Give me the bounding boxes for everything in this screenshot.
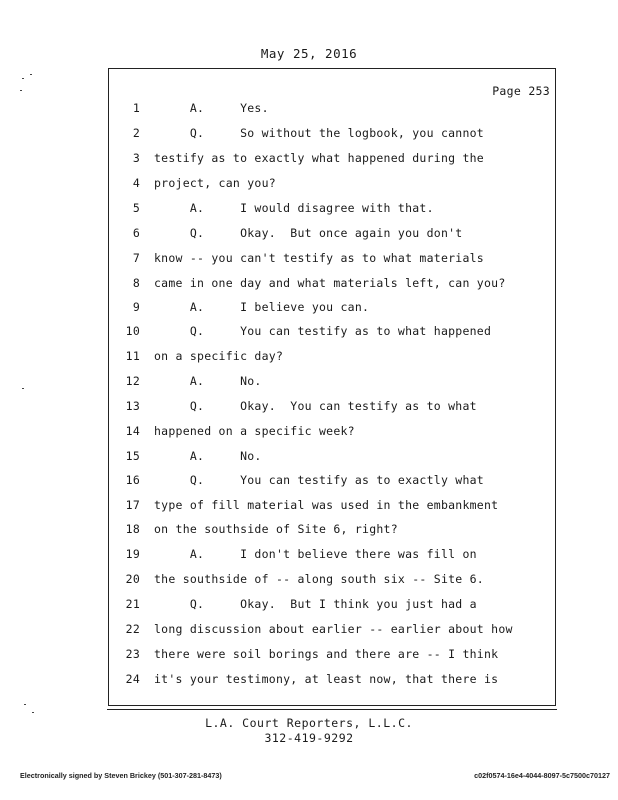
line-text: on a specific day?	[154, 349, 284, 363]
line-text: on the southside of Site 6, right?	[154, 522, 398, 536]
line-text: there were soil borings and there are -- I think	[154, 647, 499, 661]
transcript-line	[108, 622, 556, 642]
document-hash: c02f0574-16e4-4044-8097-5c7500c70127	[474, 771, 610, 780]
transcript-line	[108, 449, 556, 469]
line-text: project, can you?	[154, 176, 276, 190]
line-text: Q. Okay. You can testify as to what	[154, 399, 477, 413]
line-text: happened on a specific week?	[154, 424, 355, 438]
line-text: it's your testimony, at least now, that there is	[154, 672, 499, 686]
transcript-line	[108, 399, 556, 419]
transcript-line	[108, 324, 556, 344]
transcript-line	[108, 672, 556, 692]
transcript-line	[108, 349, 556, 369]
line-text: A. No.	[154, 449, 262, 463]
line-number: 3	[132, 151, 140, 165]
line-text: know -- you can't testify as to what materials	[154, 251, 484, 265]
transcript-line	[108, 498, 556, 518]
line-number: 6	[132, 226, 140, 240]
transcript-line	[108, 300, 556, 320]
transcript-line	[108, 547, 556, 567]
transcript-line	[108, 176, 556, 196]
scan-speck	[30, 74, 32, 75]
line-number: 18	[125, 522, 140, 536]
transcript-line	[108, 522, 556, 542]
line-number: 1	[132, 101, 140, 115]
line-text: A. I don't believe there was fill on	[154, 547, 477, 561]
line-text: A. No.	[154, 374, 262, 388]
line-text: Q. You can testify as to exactly what	[154, 473, 484, 487]
line-number: 5	[132, 201, 140, 215]
transcript-line	[108, 201, 556, 221]
line-number: 20	[125, 572, 140, 586]
scan-speck	[32, 712, 34, 713]
line-text: long discussion about earlier -- earlier about how	[154, 622, 513, 636]
line-number: 10	[125, 324, 140, 338]
footer-reporter: L.A. Court Reporters, L.L.C.	[205, 716, 413, 730]
transcript-line	[108, 572, 556, 592]
page-number: Page 253	[492, 84, 550, 98]
transcript-line	[108, 424, 556, 444]
header-date: May 25, 2016	[260, 46, 358, 61]
scan-speck	[22, 78, 24, 79]
line-text: the southside of -- along south six -- Site 6.	[154, 572, 484, 586]
line-text: A. I believe you can.	[154, 300, 370, 314]
line-number: 14	[125, 424, 140, 438]
line-text: type of fill material was used in the embankment	[154, 498, 499, 512]
transcript-line	[108, 276, 556, 296]
scan-speck	[24, 704, 26, 705]
line-text: A. I would disagree with that.	[154, 201, 434, 215]
line-number: 24	[125, 672, 140, 686]
line-number: 22	[125, 622, 140, 636]
line-text: Q. Okay. But once again you don't	[154, 226, 463, 240]
line-number: 15	[125, 449, 140, 463]
footer-phone: 312-419-9292	[264, 731, 354, 745]
transcript-line	[108, 151, 556, 171]
scan-speck	[22, 388, 24, 389]
line-number: 21	[125, 597, 140, 611]
line-number: 23	[125, 647, 140, 661]
line-text: Q. You can testify as to what happened	[154, 324, 492, 338]
scan-speck	[20, 90, 22, 91]
transcript-line	[108, 597, 556, 617]
line-number: 17	[125, 498, 140, 512]
transcript-line	[108, 226, 556, 246]
line-number: 11	[125, 349, 140, 363]
line-number: 13	[125, 399, 140, 413]
line-number: 4	[132, 176, 140, 190]
line-text: came in one day and what materials left, can you?	[154, 276, 506, 290]
line-text: testify as to exactly what happened during the	[154, 151, 484, 165]
line-text: Q. Okay. But I think you just had a	[154, 597, 477, 611]
line-number: 19	[125, 547, 140, 561]
line-number: 9	[132, 300, 140, 314]
transcript-line	[108, 473, 556, 493]
esignature-text: Electronically signed by Steven Brickey (501-307-281-8473)	[20, 771, 222, 780]
line-text: Q. So without the logbook, you cannot	[154, 126, 484, 140]
transcript-line	[108, 101, 556, 121]
transcript-line	[108, 126, 556, 146]
line-number: 16	[125, 473, 140, 487]
line-number: 8	[132, 276, 140, 290]
line-number: 2	[132, 126, 140, 140]
line-text: A. Yes.	[154, 101, 269, 115]
line-number: 7	[132, 251, 140, 265]
line-number: 12	[125, 374, 140, 388]
transcript-line	[108, 251, 556, 271]
transcript-line	[108, 647, 556, 667]
transcript-line	[108, 374, 556, 394]
